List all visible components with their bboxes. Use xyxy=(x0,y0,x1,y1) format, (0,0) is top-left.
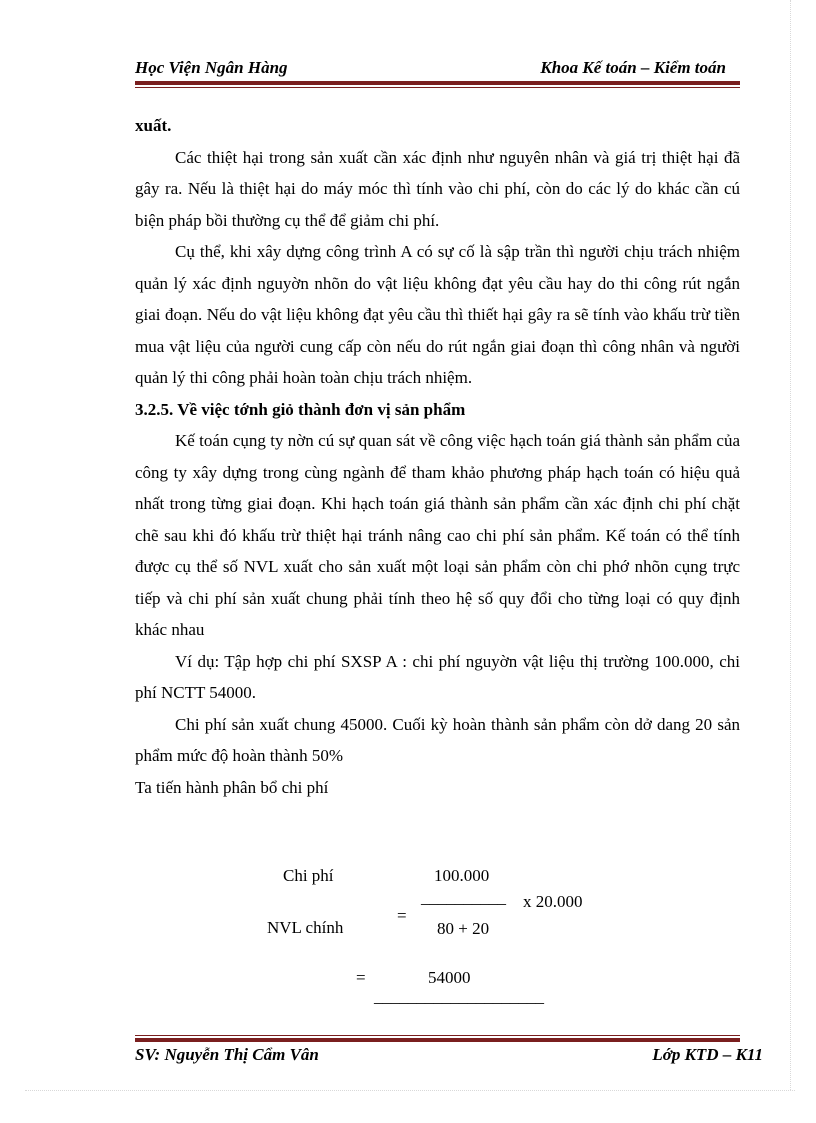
result-underline: ____________________ xyxy=(374,987,544,1006)
footer-class: Lớp KTD – K11 xyxy=(652,1045,763,1064)
footer-student: SV: Nguyễn Thị Cẩm Vân xyxy=(135,1045,319,1064)
footer-rule-thick xyxy=(135,1038,740,1042)
formula-multiplier: x 20.000 xyxy=(523,892,583,911)
formula-numerator: 100.000 xyxy=(434,866,490,885)
section-heading: 3.2.5. Về việc tớnh giỏ thành đơn vị sản phẩm xyxy=(135,399,466,419)
paragraph-overhead: Chi phí sản xuất chung 45000. Cuối kỳ hoàn thành sản phẩm còn dở dang 20 sản phẩm mức độ hoàn thành 50% xyxy=(135,714,740,765)
footer-rule-thin xyxy=(135,1035,740,1036)
page-header xyxy=(135,58,740,80)
paragraph-damages: Các thiệt hại trong sản xuất cần xác định như nguyên nhân và giá trị thiệt hại đã gây ra. Nếu là thiệt hại do máy móc thì tính vào chi phí, còn do các lý do khác cần cú biện pháp bồi thường cụ thể để giảm chi phí. xyxy=(135,147,740,230)
page-boundary-bottom xyxy=(25,1090,795,1091)
header-department: Khoa Kế toán – Kiểm toán xyxy=(540,58,726,77)
document-body xyxy=(135,110,740,803)
formula-denominator: 80 + 20 xyxy=(437,919,490,938)
page-boundary-right xyxy=(790,0,791,1090)
formula-equals: = xyxy=(397,906,407,925)
paragraph-example-costs: Ví dụ: Tập hợp chi phí SXSP A : chi phí nguyờn vật liệu thị trường 100.000, chi phí NCTT 54000. xyxy=(135,651,740,702)
formula-label-line2: NVL chính xyxy=(267,918,344,937)
paragraph-allocation: Ta tiến hành phân bổ chi phí xyxy=(135,777,329,797)
result-equals: = xyxy=(356,968,366,987)
page-footer xyxy=(135,1045,763,1067)
header-rule-thin xyxy=(135,87,740,88)
header-institution: Học Viện Ngân Hàng xyxy=(135,58,288,77)
header-rule-thick xyxy=(135,81,740,85)
result-value: 54000 xyxy=(428,968,471,987)
formula-label-line1: Chi phí xyxy=(283,866,334,885)
paragraph-accounting: Kế toán cụng ty nờn cú sự quan sát về công việc hạch toán giá thành sản phẩm của công ty xây dựng trong cùng ngành để tham khảo phương pháp hạch toán có hiệu quả nhất trong từng giai đoạn. Khi hạch toán giá thành sản phẩm cần xác định chi phí chặt chẽ sau khi đó khấu trừ thiệt hại tránh nâng cao chi phí sản phẩm. Kế toán có thể tính được cụ thể số NVL xuất cho sản xuất một loại sản phẩm còn chi phớ nhõn cụng trực tiếp và chi phí sản xuất chung phải tính theo hệ số quy đổi cho từng loại có quy định khác nhau xyxy=(135,431,740,639)
formula-fraction-bar: __________ xyxy=(421,888,506,907)
paragraph-continuation: xuất. xyxy=(135,116,172,135)
paragraph-example-construction: Cụ thể, khi xây dựng công trình A có sự cố là sập trần thì người chịu trách nhiệm quản lý xác định nguyờn nhõn do vật liệu không đạt yêu cầu hay do thi công rút ngắn giai đoạn. Nếu do vật liệu không đạt yêu cầu thì thiết hại gây ra sẽ tính vào khấu trừ tiền mua vật liệu của người cung cấp còn nếu do rút ngắn giai đoạn thì công nhân và người quản lý thi công phải hoàn toàn chịu trách nhiệm. xyxy=(135,242,740,387)
